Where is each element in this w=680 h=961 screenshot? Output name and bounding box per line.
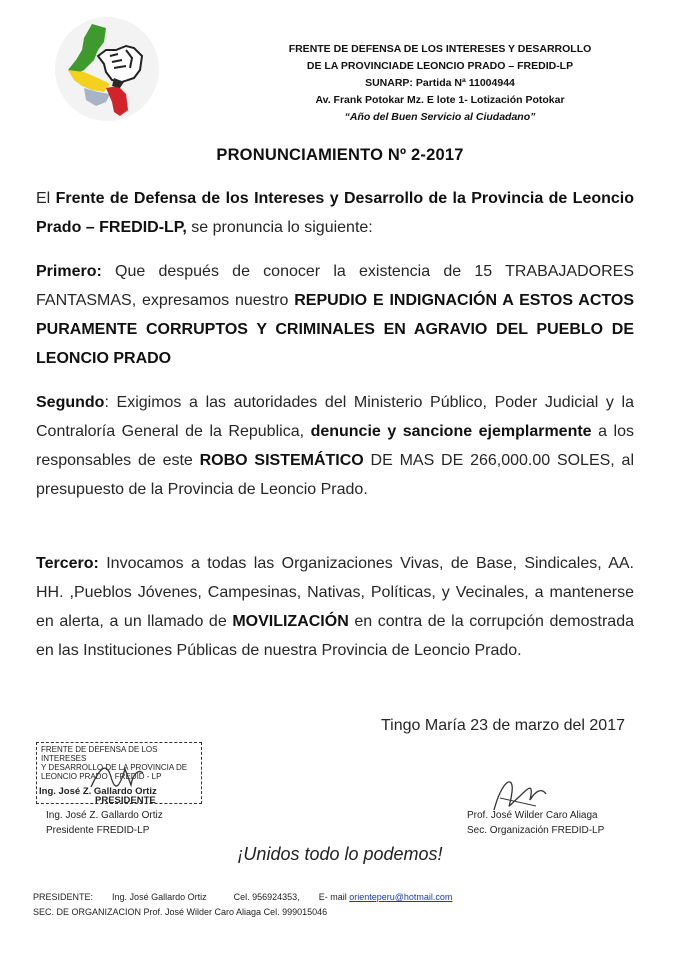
fredid-logo [54, 16, 160, 122]
segundo-text-2: a los responsables de este [36, 423, 634, 469]
left-signer-role: Presidente FREDID-LP [46, 825, 150, 836]
primero-bold: REPUDIO E INDIGNACIÓN A ESTOS ACTOS PURAMENTE CORRUPTOS Y CRIMINALES EN AGRAVIO DEL PUEBLO DE LEONCIO PRADO [36, 292, 635, 367]
segundo-text-1: : Exigimos a las autoridades del Ministerio Público, Poder Judicial y la Contraloría General de la Republica, [36, 394, 634, 440]
footer-pres-cel: Cel. 956924353, [233, 892, 300, 902]
org-line-2: DE LA PROVINCIADE LEONCIO PRADO – FREDID-LP [306, 60, 574, 72]
primero-paragraph [36, 257, 634, 373]
slogan: ¡Unidos todo lo podemos! [237, 844, 443, 864]
tercero-bold: MOVILIZACIÓN [232, 613, 349, 630]
document-date: Tingo María 23 de marzo del 2017 [381, 717, 625, 734]
footer-email-label: E- mail [318, 892, 347, 902]
intro-paragraph [36, 184, 634, 242]
tercero-label: Tercero: [36, 555, 99, 572]
stamp-line-2: Y DESARROLLO DE LA PROVINCIA DE [41, 763, 188, 772]
official-stamp [36, 742, 202, 804]
primero-label: Primero: [36, 263, 102, 280]
intro-org-name: Frente de Defensa de los Intereses y Desarrollo de la Provincia de Leoncio Prado – FREDID-LP, [36, 190, 635, 236]
stamp-name: Ing. José Z. Gallardo Ortiz [39, 786, 157, 797]
footer-pres-name: Ing. José Gallardo Ortiz [112, 892, 207, 902]
left-signer-name: Ing. José Z. Gallardo Ortiz [46, 810, 163, 821]
segundo-paragraph [36, 388, 634, 504]
tercero-paragraph [36, 549, 634, 665]
intro-post: se pronuncia lo siguiente: [186, 219, 373, 236]
footer-line-1 [33, 890, 452, 905]
intro-pre: El [36, 190, 56, 207]
right-signer [467, 808, 604, 838]
primero-text: Que después de conocer la existencia de 15 TRABAJADORES FANTASMAS, expresamos nuestro [36, 263, 634, 309]
segundo-bold-1: denuncie y sancione ejemplarmente [310, 423, 592, 440]
footer-contact [33, 890, 452, 920]
footer-sec-line: SEC. DE ORGANIZACION Prof. José Wilder Caro Aliaga Cel. 999015046 [33, 907, 328, 917]
org-line-4: Av. Frank Potokar Mz. E lote 1- Lotización Potokar [315, 94, 565, 106]
left-signer [46, 808, 163, 838]
stamp-line-1: FRENTE DE DEFENSA DE LOS INTERESES [41, 745, 158, 763]
stamp-line-3: LEONCIO PRADO · FREDID - LP [41, 772, 162, 781]
segundo-text-3: DE MAS DE 266,000.00 SOLES, al presupuesto de la Provincia de Leoncio Prado. [36, 452, 635, 498]
segundo-label: Segundo [36, 394, 105, 411]
right-signer-role: Sec. Organización FREDID-LP [467, 825, 605, 836]
org-motto: “Año del Buen Servicio al Ciudadano” [344, 111, 536, 123]
footer-email-link[interactable]: orienteperu@hotmail.com [349, 892, 453, 902]
org-line-1: FRENTE DE DEFENSA DE LOS INTERESES Y DESARROLLO [288, 43, 592, 55]
organization-header [250, 41, 630, 126]
right-signer-name: Prof. José Wilder Caro Aliaga [467, 810, 598, 821]
org-line-3: SUNARP: Partida Nª 11004944 [365, 77, 515, 89]
segundo-bold-2: ROBO SISTEMÁTICO [199, 452, 364, 469]
tercero-text-2: en contra de la corrupción demostrada en las Instituciones Públicas de nuestra Provincia de Leoncio Prado. [36, 613, 634, 659]
document-title: PRONUNCIAMIENTO Nº 2-2017 [216, 146, 464, 164]
footer-pres-label: PRESIDENTE: [33, 892, 94, 902]
tercero-text-1: Invocamos a todas las Organizaciones Vivas, de Base, Sindicales, AA. HH. ,Pueblos Jóvenes, Campesinas, Nativas, Políticas, y Vecinales, a mantenerse en alerta, a un llamado de [36, 555, 634, 630]
stamp-role: PRESIDENTE [95, 795, 156, 806]
